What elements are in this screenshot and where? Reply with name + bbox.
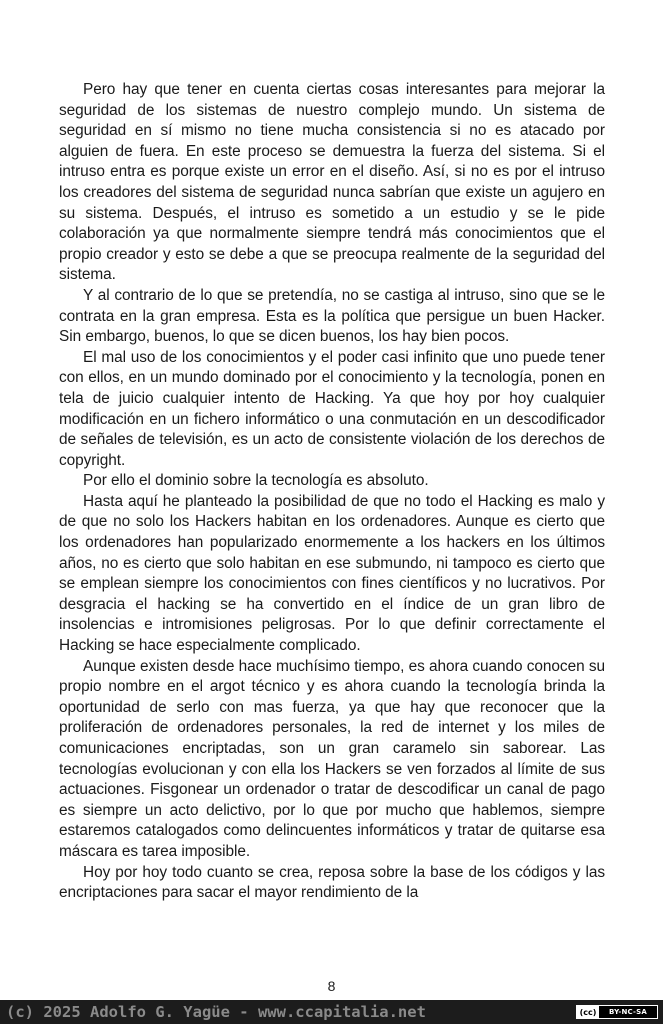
paragraph: Hoy por hoy todo cuanto se crea, reposa sobre la base de los códigos y las encriptaciones para sacar el mayor rendimiento de la: [59, 863, 605, 902]
paragraph: El mal uso de los conocimientos y el poder casi infinito que uno puede tener con ellos, en un mundo dominado por el conocimiento y la tecnología, ponen en tela de juicio cualquier intento de Hacking. Ya que hoy por hoy cualquier modificación en un fichero informático o una conmutación en un descodificador de señales de televisión, es un acto de consistente violación de los derechos de copyright.: [59, 348, 605, 469]
paragraph: Aunque existen desde hace muchísimo tiempo, es ahora cuando conocen su propio nombre en el argot técnico y es ahora cuando la tecnología brinda la oportunidad de serlo con mas fuerza, ya que hay que reconocer que la proliferación de ordenadores personales, la red de internet y los miles de comunicaciones encriptadas, son un gran caramelo sin saborear. Las tecnologías evolucionan y con ella los Hackers se ven forzados al límite de sus actuaciones. Fisgonear un ordenador o tratar de descodificar un canal de pago es siempre un acto delictivo, por lo que por mucho que hablemos, siempre estaremos catalogados como delincuentes informáticos y tratar de quitarse esa máscara es tarea imposible.: [59, 657, 605, 860]
cc-license-badge[interactable]: [576, 1005, 658, 1019]
page-body: [59, 80, 605, 904]
paragraph: Hasta aquí he planteado la posibilidad de que no todo el Hacking es malo y de que no solo los Hackers habitan en los ordenadores. Aunque es cierto que los ordenadores han popularizado enormemente a los hackers en los últimos años, no es cierto que solo habitan en ese submundo, ni tampoco es cierto que se emplean siempre los conocimientos con fines científicos y no lucrativos. Por desgracia el hacking se ha convertido en el índice de un gran libro de insolencias e intromisiones peligrosas. Por lo que definir correctamente el Hacking se hace especialmente complicado.: [59, 492, 605, 655]
copyright-credit: (c) 2025 Adolfo G. Yagüe - www.ccapitalia.net: [6, 1003, 426, 1021]
paragraph: Y al contrario de lo que se pretendía, no se castiga al intruso, sino que se le contrata en la gran empresa. Esta es la política que persigue un buen Hacker. Sin embargo, buenos, lo que se dicen buenos, los hay bien pocos.: [59, 286, 605, 346]
paragraph: Por ello el dominio sobre la tecnología es absoluto.: [83, 472, 429, 490]
page-number: 8: [327, 978, 336, 994]
cc-icon: (cc): [577, 1006, 599, 1018]
paragraph: Pero hay que tener en cuenta ciertas cosas interesantes para mejorar la seguridad de los sistemas de nuestro complejo mundo. Un sistema de seguridad en sí mismo no tiene mucha consistencia si no es atacado por alguien de fuera. En este proceso se demuestra la fuerza del sistema. Si el intruso entra es porque existe un error en el diseño. Así, si no es por el intruso los creadores del sistema de seguridad nunca sabrían que existe un agujero en su sistema. Después, el intruso es sometido a un estudio y se le pide colaboración ya que normalmente siempre tendrá más conocimientos que el propio creador y esto se debe a que se preocupa realmente de la seguridad del sistema.: [59, 81, 605, 284]
footer-bar: [0, 1000, 663, 1024]
license-terms: BY-NC-SA: [599, 1006, 657, 1018]
